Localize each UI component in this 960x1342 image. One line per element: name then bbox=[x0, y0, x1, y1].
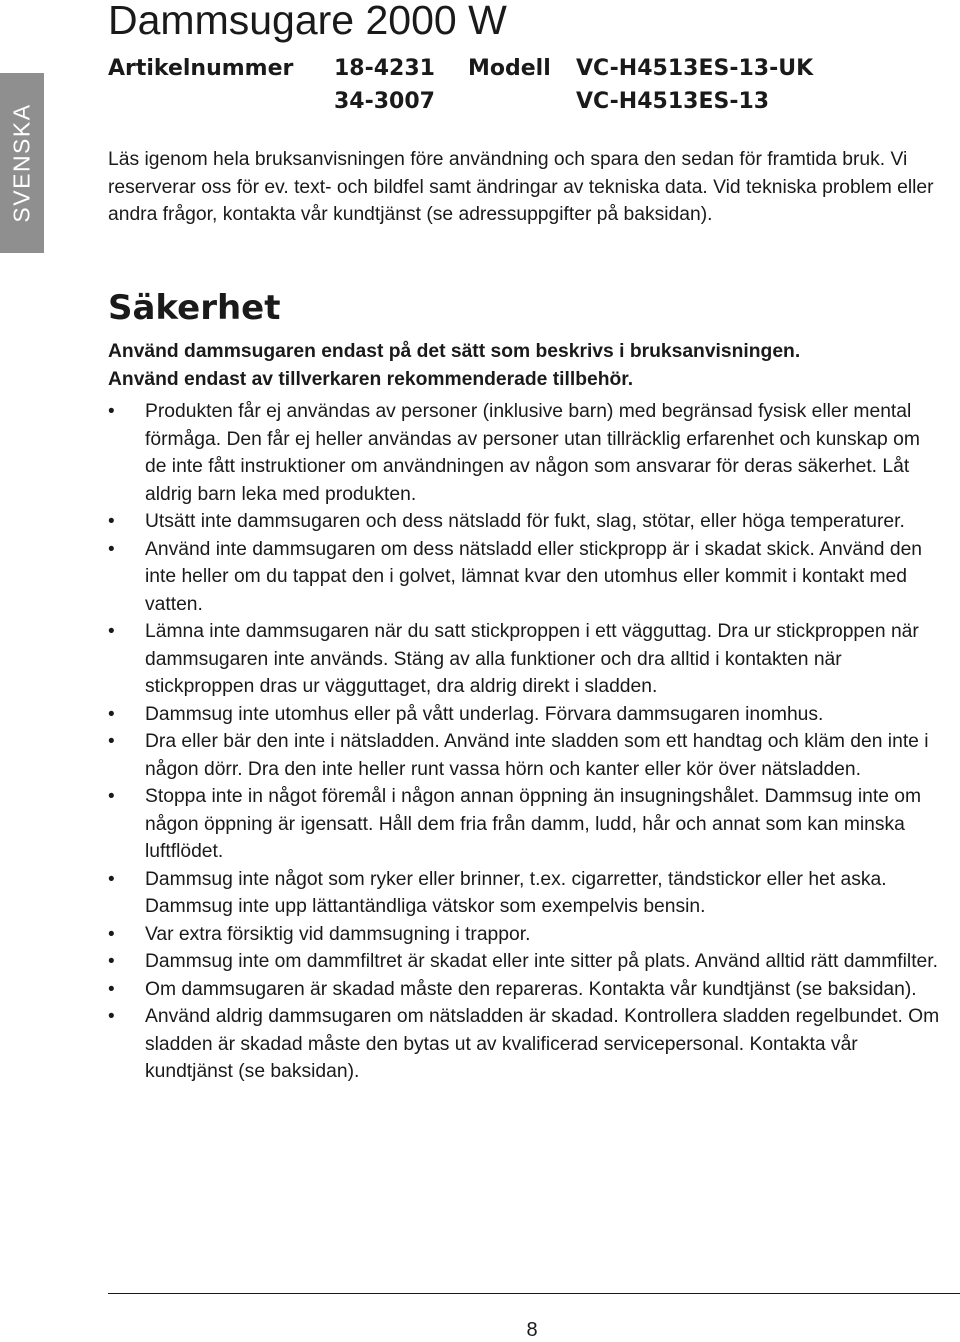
bullet-icon: • bbox=[108, 538, 115, 560]
safety-bullet-text: Dammsug inte något som ryker eller brinner, t.ex. cigarretter, tändstickor eller het aska. Dammsug inte upp lättantändliga vätskor som exempelvis bensin. bbox=[145, 868, 887, 917]
safety-bullet bbox=[108, 976, 946, 1004]
safety-bullet-text: Använd inte dammsugaren om dess nätsladd eller stickpropp är i skadat skick. Använd den inte heller om du tappat den i golvet, lämnat kvar den utomhus eller kommit i kontakt med vatten. bbox=[145, 538, 923, 615]
intro-paragraph: Läs igenom hela bruksanvisningen före användning och spara den sedan för framtida bruk. Vi reserverar oss för ev. text- och bildfel samt ändringar av tekniska data. Vid tekniska problem eller andra frågor, kontakta vår kundtjänst (se adressuppgifter på baksidan). bbox=[108, 149, 934, 225]
article-number: 18-4231 bbox=[334, 56, 435, 81]
safety-bullet bbox=[108, 921, 946, 949]
model-number: VC-H4513ES-13 bbox=[576, 89, 770, 114]
safety-bullet bbox=[108, 618, 946, 701]
bullet-icon: • bbox=[108, 703, 115, 725]
bullet-icon: • bbox=[108, 511, 115, 532]
bullet-icon: • bbox=[108, 923, 115, 945]
bullet-icon: • bbox=[108, 978, 115, 1000]
safety-bullet bbox=[108, 398, 946, 508]
bullet-icon: • bbox=[108, 786, 115, 807]
safety-bullet-text: Produkten får ej användas av personer (inklusive barn) med begränsad fysisk eller mental förmåga. Den får ej heller användas av personer utan tillräcklig erfarenhet och kunskap om de inte fått instruktioner om användningen av någon som ansvarar för deras säkerhet. Låt aldrig barn leka med produkten. bbox=[145, 401, 920, 505]
safety-notice-line: Använd dammsugaren endast på det sätt som beskrivs i bruksanvisningen. bbox=[108, 341, 801, 362]
safety-bullet-text: Använd aldrig dammsugaren om nätsladden är skadad. Kontrollera sladden regelbundet. Om sladden är skadad måste den bytas ut av kvalificerad servicepersonal. Kontakta vår kundtjänst (se baksidan). bbox=[145, 1006, 940, 1082]
safety-bullet bbox=[108, 701, 946, 729]
bullet-icon: • bbox=[108, 401, 115, 422]
bullet-icon: • bbox=[108, 951, 115, 972]
model-label: Modell bbox=[468, 56, 551, 81]
bullet-icon: • bbox=[108, 731, 115, 752]
safety-bullet bbox=[108, 728, 946, 783]
bullet-icon: • bbox=[108, 1006, 115, 1027]
safety-heading: Säkerhet bbox=[108, 288, 281, 328]
safety-bullet-text: Var extra försiktig vid dammsugning i trappor. bbox=[145, 923, 531, 945]
safety-bullet-text: Dammsug inte utomhus eller på vått underlag. Förvara dammsugaren inomhus. bbox=[145, 703, 824, 725]
safety-bullet-text: Om dammsugaren är skadad måste den repareras. Kontakta vår kundtjänst (se baksidan). bbox=[145, 978, 917, 1000]
safety-bullet bbox=[108, 783, 946, 866]
safety-bullet bbox=[108, 1003, 946, 1086]
page-number: 8 bbox=[526, 1319, 538, 1341]
article-number: 34-3007 bbox=[334, 89, 435, 114]
safety-bullet bbox=[108, 536, 946, 619]
safety-bullet-text: Dammsug inte om dammfiltret är skadat eller inte sitter på plats. Använd alltid rätt dammfilter. bbox=[145, 951, 938, 972]
bullet-icon: • bbox=[108, 621, 115, 642]
safety-bullet bbox=[108, 866, 946, 921]
safety-notice bbox=[108, 338, 953, 393]
safety-bullet-text: Stoppa inte in något föremål i någon annan öppning än insugningshålet. Dammsug inte om någon öppning är igensatt. Håll dem fria från damm, ludd, hår och annat som kan minska luftflödet. bbox=[145, 786, 922, 862]
safety-bullet-text: Utsätt inte dammsugaren och dess nätsladd för fukt, slag, stötar, eller höga temperaturer. bbox=[145, 511, 905, 532]
language-tab bbox=[0, 73, 44, 253]
safety-notice-line: Använd endast av tillverkaren rekommenderade tillbehör. bbox=[108, 368, 634, 390]
model-number: VC-H4513ES-13-UK bbox=[576, 56, 814, 81]
language-tab-label: SVENSKA bbox=[8, 103, 35, 223]
safety-bullet bbox=[108, 948, 946, 976]
safety-bullet-text: Dra eller bär den inte i nätsladden. Använd inte sladden som ett handtag och kläm den inte i någon dörr. Dra den inte heller runt vassa hörn och kanter eller kör över nätsladden. bbox=[145, 731, 929, 780]
footer-divider bbox=[108, 1293, 960, 1294]
bullet-icon: • bbox=[108, 868, 115, 890]
article-number-label: Artikelnummer bbox=[108, 56, 294, 81]
safety-bullet bbox=[108, 508, 946, 536]
page-title: Dammsugare 2000 W bbox=[108, 0, 507, 43]
safety-bullet-text: Lämna inte dammsugaren när du satt stickproppen i ett vägguttag. Dra ur stickproppen när dammsugaren inte används. Stäng av alla funktioner och dra alltid i kontakten när stickproppen dras ur vägguttaget, dra aldrig direkt i sladden. bbox=[145, 621, 919, 697]
safety-bullet-list bbox=[108, 398, 946, 1086]
